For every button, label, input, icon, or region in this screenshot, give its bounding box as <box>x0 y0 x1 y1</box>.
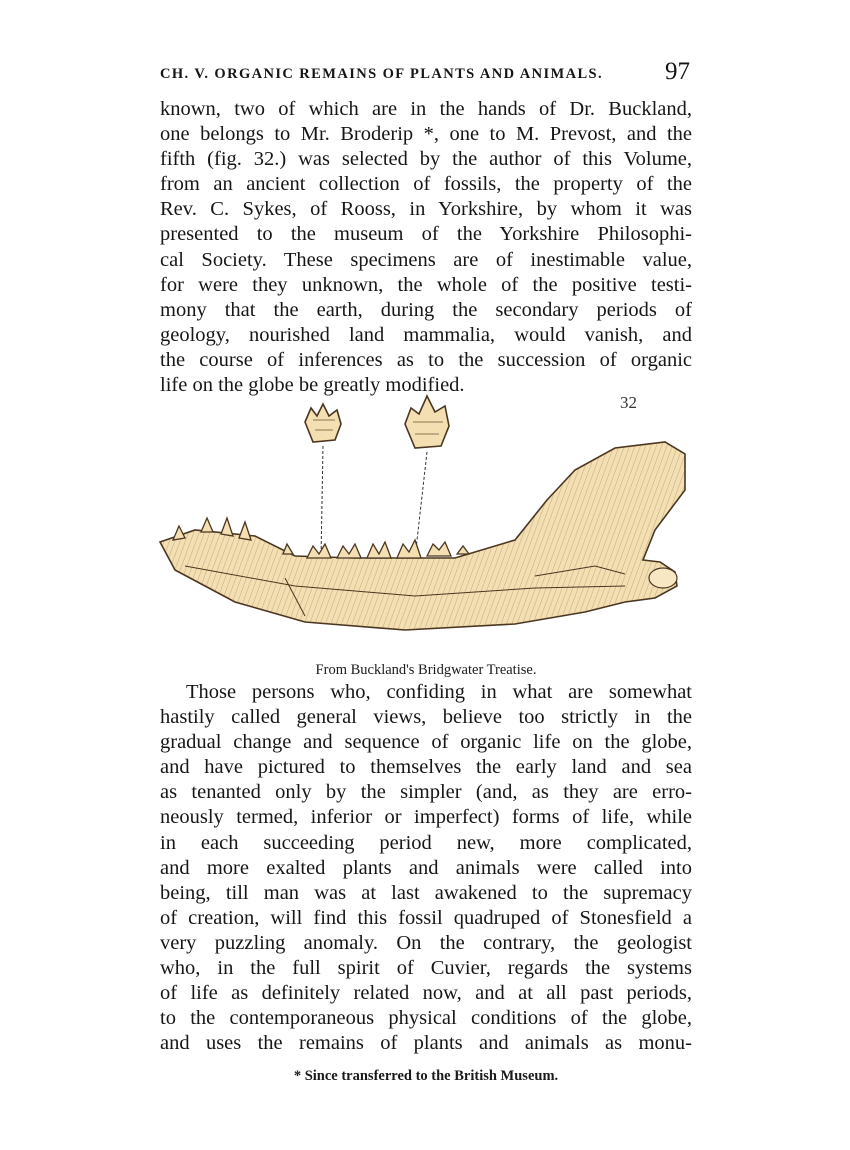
text-line: fifth (fig. 32.) was selected by the author of this Volume, <box>160 148 692 171</box>
text-line: and uses the remains of plants and animals as monu- <box>160 1032 692 1055</box>
page-header <box>160 58 690 92</box>
text-line: gradual change and sequence of organic life on the globe, <box>160 731 692 754</box>
text-line: to the contemporaneous physical conditions of the globe, <box>160 1007 692 1030</box>
text-line: neously termed, inferior or imperfect) forms of life, while <box>160 806 692 829</box>
paragraph-1 <box>160 97 692 398</box>
text-line: presented to the museum of the Yorkshire Philosophi- <box>160 223 692 246</box>
text-line: geology, nourished land mammalia, would vanish, and <box>160 323 692 346</box>
text-line: as tenanted only by the simpler (and, as they are erro- <box>160 781 692 804</box>
detached-tooth-right <box>405 396 449 448</box>
running-head: CH. V. ORGANIC REMAINS OF PLANTS AND ANIMALS. <box>160 66 604 82</box>
text-line: life on the globe be greatly modified. <box>160 374 465 397</box>
text-line: of creation, will find this fossil quadruped of Stonesfield a <box>160 906 692 929</box>
text-line: and have pictured to themselves the early land and sea <box>160 756 692 779</box>
text-line: Those persons who, confiding in what are somewhat <box>186 681 692 703</box>
text-line: known, two of which are in the hands of Dr. Buckland, <box>160 98 692 120</box>
text-line: hastily called general views, believe too strictly in the <box>160 706 692 729</box>
text-line: of life as definitely related now, and at all past periods, <box>160 982 692 1005</box>
text-line: being, till man was at last awakened to the supremacy <box>160 881 692 904</box>
figure-caption: From Buckland's Bridgwater Treatise. <box>315 662 537 678</box>
text-line: mony that the earth, during the secondary periods of <box>160 298 692 321</box>
jaw-illustration <box>155 390 700 655</box>
text-line: for were they unknown, the whole of the positive testi- <box>160 273 692 296</box>
text-line: who, in the full spirit of Cuvier, regards the systems <box>160 957 692 980</box>
paragraph-2 <box>160 680 692 1056</box>
footnote: * Since transferred to the British Museum. <box>293 1068 559 1084</box>
text-line: Rev. C. Sykes, of Rooss, in Yorkshire, by whom it was <box>160 198 692 221</box>
text-line: very puzzling anomaly. On the contrary, the geologist <box>160 931 692 954</box>
page-number: 97 <box>665 58 690 85</box>
jaw-bone <box>160 442 685 630</box>
jaw-fossil-figure <box>155 390 700 655</box>
text-line: in each succeeding period new, more complicated, <box>160 831 692 854</box>
text-line: cal Society. These specimens are of inestimable value, <box>160 248 692 271</box>
text-line: one belongs to Mr. Broderip *, one to M. Prevost, and the <box>160 123 692 146</box>
detached-tooth-left <box>305 404 341 442</box>
figure-number: 32 <box>620 393 637 412</box>
text-line: from an ancient collection of fossils, the property of the <box>160 173 692 196</box>
text-line: and more exalted plants and animals were called into <box>160 856 692 879</box>
text-line: the course of inferences as to the succession of organic <box>160 348 692 371</box>
